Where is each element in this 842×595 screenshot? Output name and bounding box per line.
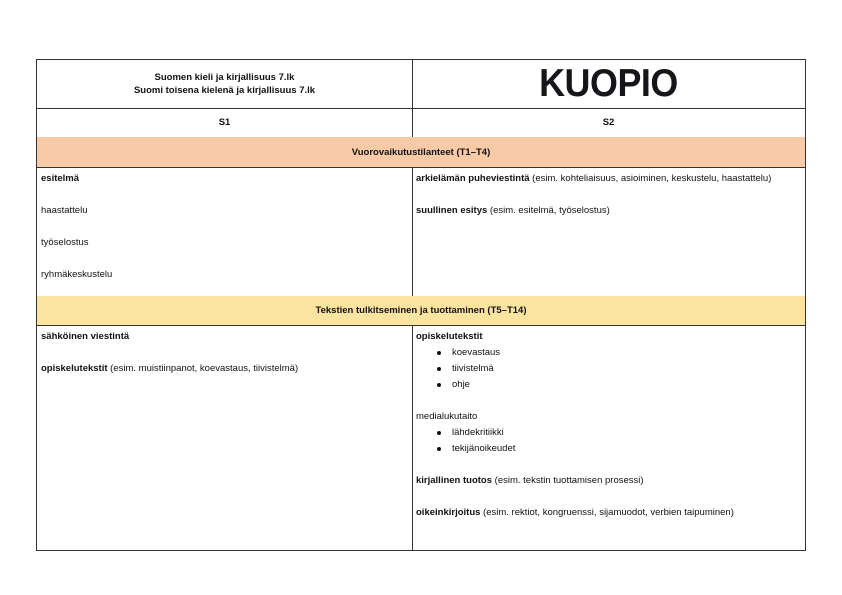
item-detail: (esim. muistiinpanot, koevastaus, tiivistelmä) [107,363,299,374]
bullet-list [416,425,801,457]
list-item: työselostus [41,237,89,248]
list-item [416,203,801,219]
section1-s1-cell [37,167,412,296]
list-item: esitelmä [41,173,80,184]
item-detail: (esim. esitelmä, työselostus) [487,205,610,216]
list-heading: opiskelutekstit [416,331,483,342]
item-detail: (esim. kohteliaisuus, asioiminen, keskustelu, haastattelu) [529,173,772,184]
item-term: oikeinkirjoitus [416,507,481,518]
column-divider [412,167,413,296]
list-item [416,473,801,489]
header-row [37,60,805,108]
column-divider [412,60,413,137]
list-item: haastattelu [41,205,88,216]
bullet-item: lähdekritiikki [416,425,801,441]
column-label-row [37,108,805,137]
section2-s2-cell [412,325,805,551]
list-item: sähköinen viestintä [41,331,130,342]
section2-s1-cell [37,325,412,551]
item-detail: (esim. rektiot, kongruenssi, sijamuodot, verbien taipuminen) [480,507,734,518]
list-item [416,505,801,521]
bullet-item: koevastaus [416,345,801,361]
section1-content-row [37,167,805,296]
section-header-interaction [37,137,805,167]
item-term: kirjallinen tuotos [416,475,493,486]
section2-content-row [37,325,805,551]
item-term: suullinen esitys [416,205,488,216]
curriculum-table [36,59,806,551]
list-item [41,361,408,377]
item-detail: (esim. tekstin tuottamisen prosessi) [492,475,644,486]
column-label-s2: S2 [602,117,615,128]
item-term: arkielämän puheviestintä [416,173,530,184]
bullet-item: tiivistelmä [416,361,801,377]
item-term: opiskelutekstit [41,363,108,374]
list-item [416,171,801,187]
column-divider [412,325,413,551]
section-title: Tekstien tulkitseminen ja tuottaminen (T5–T14) [315,305,527,316]
list-heading: medialukutaito [416,411,478,422]
kuopio-logo: KUOPIO [539,62,678,105]
section-title: Vuorovaikutustilanteet (T1–T4) [351,146,491,158]
list-item: ryhmäkeskustelu [41,269,113,280]
column-label-s1: S1 [218,117,231,128]
section1-s2-cell [412,167,805,296]
bullet-list [416,345,801,393]
title-line-1: Suomen kieli ja kirjallisuus 7.lk [154,72,295,83]
logo-cell [412,60,805,108]
header-title-cell [37,60,412,108]
bullet-item: tekijänoikeudet [416,441,801,457]
bullet-item: ohje [416,377,801,393]
title-line-2: Suomi toisena kielenä ja kirjallisuus 7.lk [133,85,316,96]
section-header-texts [37,296,805,325]
